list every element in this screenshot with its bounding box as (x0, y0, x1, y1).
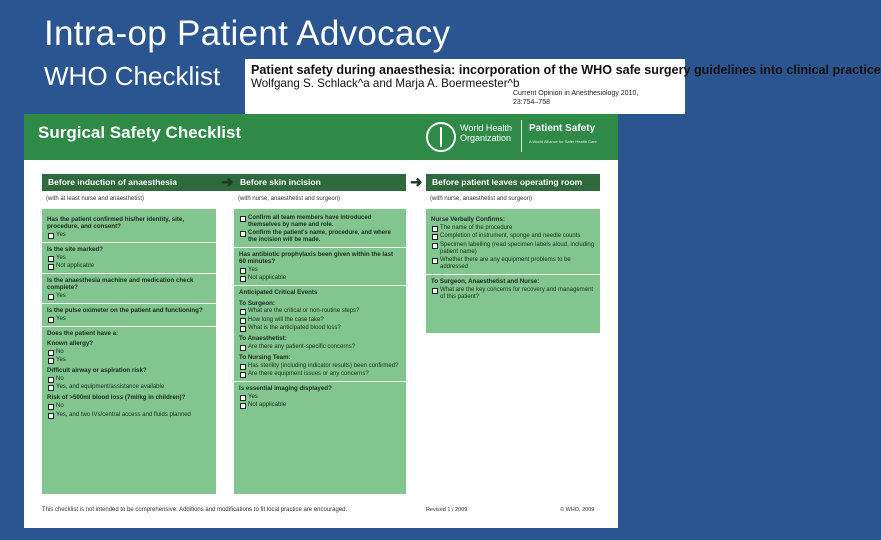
checklist-option: Yes (47, 357, 211, 364)
column-incision (234, 209, 406, 494)
checklist-question: Is the pulse oximeter on the patient and functioning? (47, 307, 203, 315)
checklist-option: Confirm the patient's name, procedure, and where the incision will be made. (239, 230, 401, 244)
checklist-question: Anticipated Critical Events (239, 289, 318, 297)
checklist-option: Has sterility (including indicator results) been confirmed? (239, 363, 401, 370)
checklist-option: Not applicable (239, 402, 401, 409)
citation-box (245, 59, 881, 114)
checklist-option: Are there equipment issues or any concerns? (239, 371, 401, 378)
section-divider (42, 303, 216, 304)
checklist-option: What are the key concerns for recovery and management of this patient? (431, 287, 595, 301)
checklist-option: Yes (47, 293, 211, 300)
surgical-safety-checklist (24, 114, 618, 528)
section-divider (42, 273, 216, 274)
checklist-question: To Surgeon, Anaesthetist and Nurse: (431, 278, 540, 286)
checklist-title: Surgical Safety Checklist (38, 123, 242, 142)
section-divider (234, 285, 406, 286)
checklist-option: Yes, and two IVs/central access and fluids planned (47, 412, 211, 419)
section-divider (42, 242, 216, 243)
section-divider (426, 274, 600, 275)
checklist-option: Not applicable (47, 263, 211, 270)
checklist-question: To Anaesthetist: (239, 335, 287, 343)
column-heading-induction: Before induction of anaesthesia (42, 174, 240, 191)
checklist-option: Yes (47, 232, 211, 239)
citation-authors: Wolfgang S. Schlack^a and Marja A. Boermeester^b (251, 77, 520, 90)
checklist-question: Is essential imaging displayed? (239, 385, 332, 393)
checklist-question: Known allergy? (47, 339, 94, 347)
citation-journal-name: Current Opinion in Anesthesiology 2010, (513, 90, 639, 97)
header-divider (521, 120, 522, 152)
slide-title: Intra-op Patient Advocacy (44, 14, 451, 53)
checklist-option: Specimen labelling (read specimen labels aloud, including patient name) (431, 242, 595, 256)
column-subheading: (with nurse, anaesthetist and surgeon) (430, 196, 533, 202)
checklist-question: Has the patient confirmed his/her identity, site, procedure, and consent? (47, 216, 185, 231)
section-divider (234, 381, 406, 382)
section-divider (234, 247, 406, 248)
checklist-option: What is the anticipated blood loss? (239, 325, 401, 332)
column-heading-incision: Before skin incision (234, 174, 406, 191)
column-induction (42, 209, 216, 494)
checklist-option: Are there any patient-specific concerns? (239, 344, 401, 351)
checklist-option: What are the critical or non-routine steps? (239, 308, 401, 315)
checklist-option: Yes, and equipment/assistance available (47, 384, 211, 391)
checklist-question: Has antibiotic prophylaxis been given within the last 60 minutes? (239, 251, 394, 266)
checklist-question: To Surgeon: (239, 299, 275, 307)
citation-journal (513, 89, 681, 107)
section-divider (42, 326, 216, 327)
footer-copyright: © WHO, 2009 (560, 507, 595, 513)
checklist-option: No (47, 403, 211, 410)
checklist-option: Confirm all team members have introduced themselves by name and role. (239, 215, 401, 229)
column-leaves-or (426, 209, 600, 333)
footer-note: This checklist is not intended to be comprehensive. Additions and modifications to fit local practice are encouraged. (42, 507, 348, 513)
checklist-header (24, 114, 618, 160)
checklist-question: Is the anaesthesia machine and medication check complete? (47, 277, 194, 292)
column-heading-leaves-or: Before patient leaves operating room (426, 174, 600, 191)
column-subheading: (with at least nurse and anaesthetist) (46, 196, 145, 202)
footer-revised: Revised 1 / 2009 (426, 507, 468, 513)
checklist-option: The name of the procedure (431, 225, 595, 232)
patient-safety-subtitle: A World Alliance for Safer Health Care (529, 139, 597, 144)
arrow-right-icon: ➜ (410, 174, 423, 191)
checklist-question: Nurse Verbally Confirms: (431, 216, 505, 223)
who-emblem-icon (426, 122, 456, 152)
checklist-option: Yes (239, 394, 401, 401)
citation-article-title: Patient safety during anaesthesia: incorporation of the WHO safe surgery guidelines into clinical practice (251, 63, 881, 77)
column-subheading: (with nurse, anaesthetist and surgeon) (238, 196, 341, 202)
checklist-question: Is the site marked? (47, 245, 104, 253)
arrow-right-icon: ➜ (221, 174, 234, 191)
citation-pages: 23:754–758 (513, 99, 550, 106)
checklist-option: Not applicable (239, 275, 401, 282)
checklist-option: Yes (47, 255, 211, 262)
checklist-option: No (47, 376, 211, 383)
checklist-option: Completion of instrument, sponge and needle counts (431, 233, 595, 240)
checklist-question: Risk of >500ml blood loss (7ml/kg in children)? (47, 394, 186, 402)
checklist-option: How long will the case take? (239, 317, 401, 324)
patient-safety-label: Patient Safety (529, 123, 596, 134)
checklist-option: Yes (47, 316, 211, 323)
checklist-option: Yes (239, 267, 401, 274)
checklist-option: No (47, 349, 211, 356)
checklist-question: Difficult airway or aspiration risk? (47, 367, 147, 375)
who-org-name: World Health Organization (460, 123, 512, 143)
checklist-question: Does the patient have a: (47, 329, 119, 337)
slide-subtitle: WHO Checklist (44, 61, 221, 91)
checklist-question: To Nursing Team: (239, 354, 291, 362)
checklist-option: Whether there are any equipment problems to be addressed (431, 257, 595, 271)
